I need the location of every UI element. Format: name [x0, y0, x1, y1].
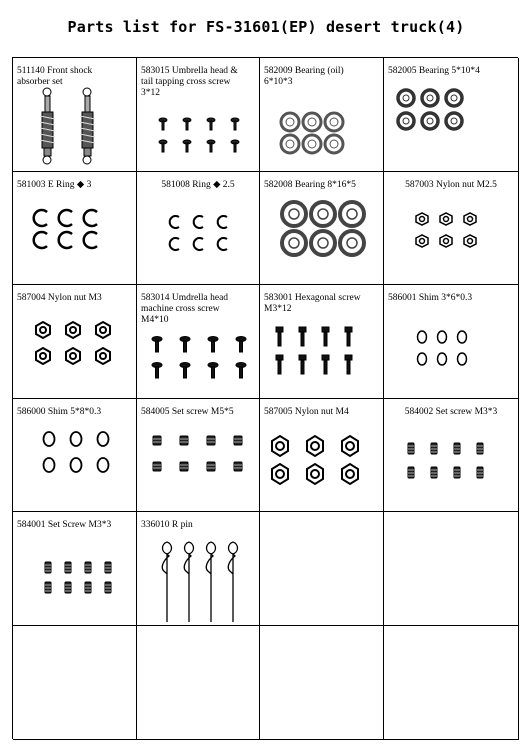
- part-cell-584001: [13, 512, 137, 626]
- part-label: 581003 E Ring ◆ 3: [17, 180, 92, 190]
- part-cell-584005: [137, 399, 260, 512]
- part-label: 584005 Set screw M5*5: [141, 407, 234, 417]
- part-label: 586001 Shim 3*6*0.3: [388, 293, 473, 303]
- empty-cell: [384, 512, 519, 626]
- empty-cell: [260, 626, 384, 740]
- nylon-nut-m4-illustration: [260, 399, 384, 512]
- part-label: 586000 Shim 5*8*0.3: [17, 407, 102, 417]
- part-cell-587004: [13, 285, 137, 399]
- r-pin-illustration: [137, 512, 260, 626]
- part-label: 587003 Nylon nut M2.5: [405, 180, 497, 190]
- nylon-nut-m3-illustration: [13, 285, 137, 399]
- part-label: 336010 R pin: [141, 520, 193, 530]
- part-label: 587005 Nylon nut M4: [264, 407, 349, 417]
- set-screw-m3-illustration: [384, 399, 519, 512]
- part-label: 582008 Bearing 8*16*5: [264, 180, 356, 190]
- part-cell-581008: [137, 172, 260, 285]
- bearing-large-illustration: [260, 172, 384, 285]
- part-label: 582005 Bearing 5*10*4: [388, 66, 480, 76]
- e-ring-illustration: [13, 172, 137, 285]
- part-cell-582009: [260, 58, 384, 172]
- part-cell-586001: [384, 285, 519, 399]
- part-cell-511140: [13, 58, 137, 172]
- umbrella-machine-screws-illustration: [137, 285, 260, 399]
- part-cell-582005: [384, 58, 519, 172]
- part-label: 582009 Bearing (oil) 6*10*3: [264, 66, 344, 87]
- page-title: Parts list for FS-31601(EP) desert truck(4): [67, 18, 465, 36]
- part-label: 584002 Set screw M3*3: [404, 407, 498, 417]
- part-label: 583001 Hexagonal screw M3*12: [264, 293, 361, 314]
- part-cell-581003: [13, 172, 137, 285]
- part-label: 583015 Umbrella head & tail tapping cross screw 3*12: [141, 66, 238, 98]
- part-cell-583015: [137, 58, 260, 172]
- empty-cell: [384, 626, 519, 740]
- shim-3-illustration: [384, 285, 519, 399]
- part-cell-586000: [13, 399, 137, 512]
- part-label: 583014 Umdrella head machine cross screw M4*10: [141, 293, 229, 325]
- shock-absorber-illustration: [13, 58, 137, 172]
- part-label: 511140 Front shock absorber set: [17, 66, 93, 87]
- part-cell-583001: [260, 285, 384, 399]
- hexagonal-screws-illustration: [260, 285, 384, 399]
- empty-cell: [260, 512, 384, 626]
- part-cell-582008: [260, 172, 384, 285]
- bearing-illustration: [384, 58, 519, 172]
- bearing-oil-illustration: [260, 58, 384, 172]
- part-cell-584002: [384, 399, 519, 512]
- part-cell-587005: [260, 399, 384, 512]
- part-cell-583014: [137, 285, 260, 399]
- parts-grid: [12, 57, 518, 739]
- part-label: 587004 Nylon nut M3: [17, 293, 102, 303]
- umbrella-screws-illustration: [137, 58, 260, 172]
- part-label: 584001 Set Screw M3*3: [17, 520, 112, 530]
- part-label: 581008 Ring ◆ 2.5: [161, 180, 235, 190]
- part-cell-587003: [384, 172, 519, 285]
- ring-illustration: [137, 172, 260, 285]
- set-screw-small-illustration: [13, 512, 137, 626]
- empty-cell: [137, 626, 260, 740]
- empty-cell: [13, 626, 137, 740]
- part-cell-336010: [137, 512, 260, 626]
- nylon-nut-m25-illustration: [384, 172, 519, 285]
- shim-5-illustration: [13, 399, 137, 512]
- set-screw-m5-illustration: [137, 399, 260, 512]
